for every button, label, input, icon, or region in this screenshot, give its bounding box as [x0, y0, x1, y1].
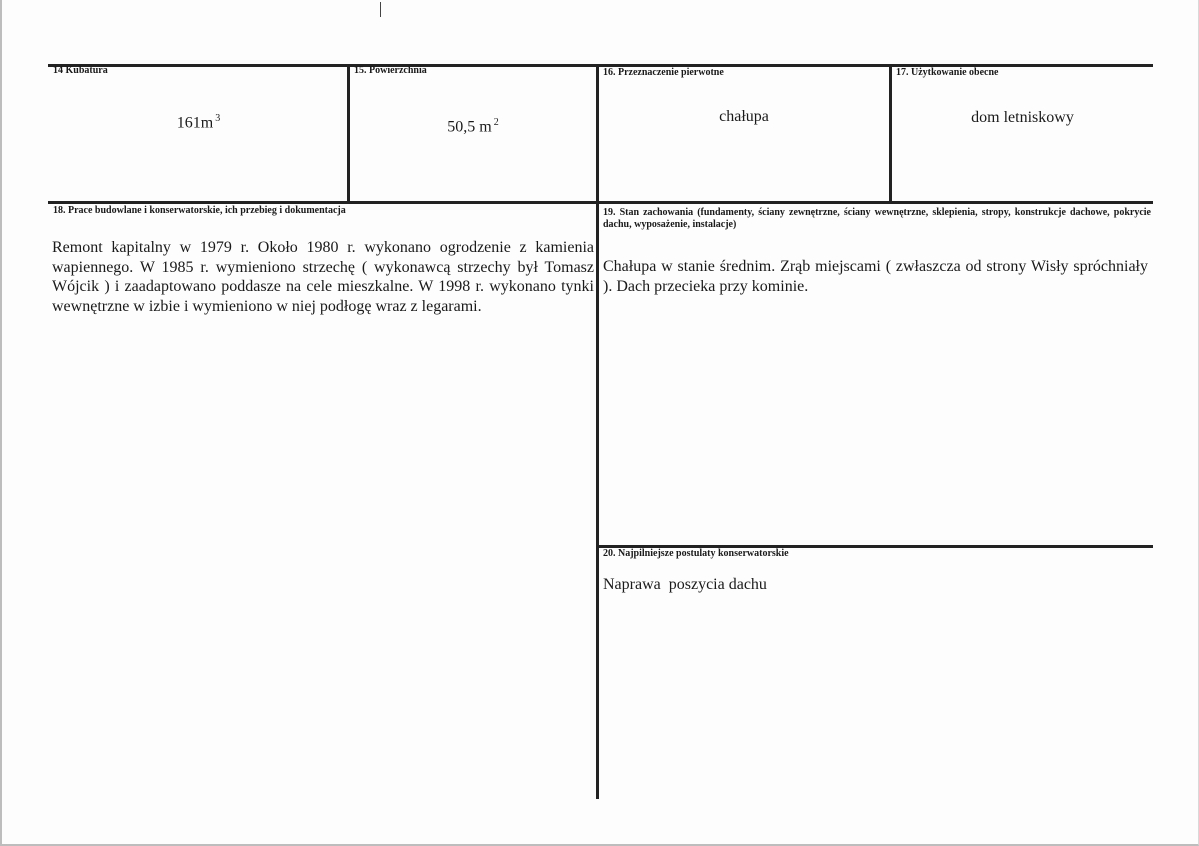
prace-budowlane-label: 18. Prace budowlane i konserwatorskie, ich przebieg i dokumentacja: [53, 205, 346, 216]
kubatura-label: 14 Kubatura: [53, 65, 108, 76]
postulaty-label: 20. Najpilniejsze postulaty konserwatorskie: [603, 548, 789, 559]
przeznaczenie-label: 16. Przeznaczenie pierwotne: [603, 67, 724, 78]
divider-15-16: [596, 64, 599, 799]
middle-rule: [48, 201, 1153, 204]
powierzchnia-label: 15. Powierzchnia: [354, 65, 427, 76]
stan-zachowania-text: Chałupa w stanie średnim. Zrąb miejscami ( zwłaszcza od strony Wisły spróchniały ). Dach przecieka przy kominie.: [603, 258, 1148, 295]
powierzchnia-value: [350, 113, 596, 137]
top-tick-mark: [380, 2, 381, 17]
powierzchnia-exponent: 2: [493, 117, 499, 128]
stan-zachowania-label: 19. Stan zachowania (fundamenty, ściany zewnętrzne, ściany wewnętrzne, sklepienia, stropy, konstrukcje dachowe, pokrycie dachu, wyposażenie, instalacje): [603, 207, 1151, 230]
powierzchnia-number: 50,5 m: [447, 118, 492, 136]
prace-budowlane-text: Remont kapitalny w 1979 r. Około 1980 r. wykonano ogrodzenie z kamienia wapiennego. W 1985 r. wymieniono strzechę ( wykonawcą strzechy był Tomasz Wójcik ) i zaadaptowano poddasze na cele mieszkalne. W 1998 r. wykonano tynki wewnętrzne w izbie i wymieniono w niej podłogę wraz z legarami.: [52, 239, 594, 315]
kubatura-value: [50, 109, 347, 133]
uzytkowanie-label: 17. Użytkowanie obecne: [896, 67, 999, 78]
divider-16-17: [889, 64, 892, 204]
przeznaczenie-value: chałupa: [719, 108, 769, 125]
uzytkowanie-value: dom letniskowy: [971, 109, 1074, 126]
kubatura-exponent: 3: [215, 113, 221, 124]
kubatura-number: 161m: [176, 114, 214, 132]
postulaty-text: Naprawa poszycia dachu: [603, 576, 767, 593]
